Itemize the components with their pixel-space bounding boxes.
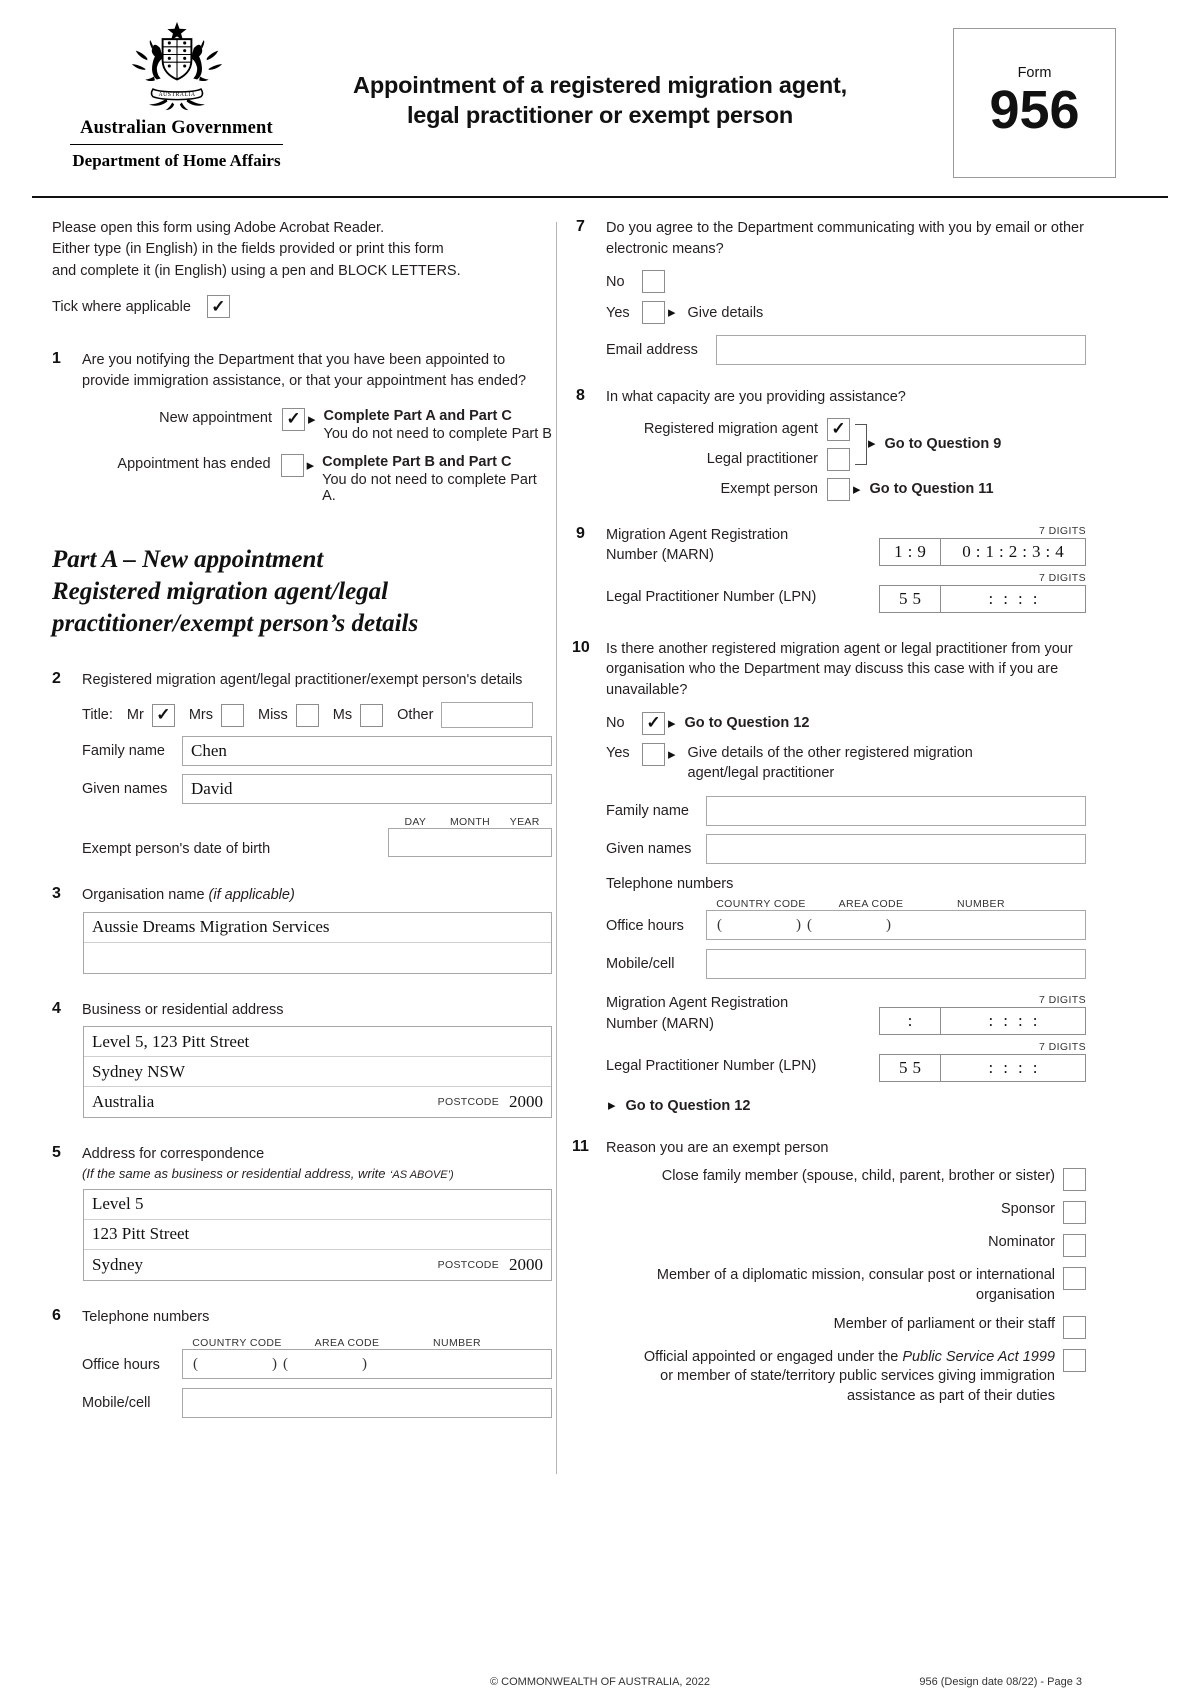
q10-lpn-caption: 7 DIGITS — [1039, 1040, 1086, 1053]
q2-title-miss-label: Miss — [257, 707, 288, 724]
q10-country-code-header: COUNTRY CODE — [716, 898, 806, 911]
question-2-text: Registered migration agent/legal practitioner/exempt person's details — [82, 671, 523, 688]
q2-title-mrs-checkbox[interactable] — [221, 704, 244, 727]
q10-family-name-row — [606, 796, 1086, 826]
question-4-text: Business or residential address — [82, 1001, 284, 1018]
q11-sponsor-checkbox[interactable] — [1063, 1201, 1086, 1224]
right-column — [572, 218, 1086, 1407]
q6-office-hours-label: Office hours — [82, 1357, 160, 1374]
question-1-text: Are you notifying the Department that you have been appointed to provide immigration assistance, or that your appointment has ended? — [82, 352, 527, 389]
q6-area-code-header: AREA CODE — [314, 1337, 380, 1350]
q1-new-appointment-note: You do not need to complete Part B — [323, 425, 552, 442]
q10-tel-headers — [706, 898, 1086, 910]
q11-parliament-checkbox[interactable] — [1063, 1316, 1086, 1339]
q6-mobile-input[interactable] — [182, 1388, 552, 1418]
page-title — [300, 70, 900, 130]
department-name: Department of Home Affairs — [72, 151, 281, 170]
question-1-number: 1 — [52, 350, 61, 368]
q8-brace-icon — [855, 424, 867, 465]
q10-marn-label-line2: Number (MARN) — [606, 1015, 714, 1032]
q10-mobile-row — [606, 949, 1086, 979]
q6-tel-headers — [182, 1337, 552, 1349]
question-10-text: Is there another registered migration agent or legal practitioner from your organisation who the Department may discuss this case with if you are unavailable? — [606, 640, 1073, 699]
q10-marn-digits-group — [880, 994, 1086, 1035]
q9-lpn-digits-group — [880, 572, 1086, 613]
q10-given-names-row — [606, 834, 1086, 864]
question-8-text: In what capacity are you providing assistance? — [606, 389, 906, 406]
q6-number-header: NUMBER — [433, 1337, 481, 1350]
q10-no-action: Go to Question 12 — [684, 715, 810, 732]
q5-address-line3: Sydney — [92, 1254, 143, 1274]
instructions-line2: Either type (in English) in the fields provided or print this form — [52, 241, 444, 258]
question-1 — [52, 350, 552, 503]
australian-coat-of-arms-icon — [123, 18, 231, 114]
q11-official-plain-2: or member of state/territory public services giving immigration — [660, 1368, 1055, 1385]
question-11-number: 11 — [572, 1137, 589, 1155]
digit-separator: : — [1018, 1010, 1023, 1030]
q10-marn-digits-box[interactable] — [940, 1007, 1086, 1035]
q10-marn-label-line1: Migration Agent Registration — [606, 995, 789, 1012]
digit-separator: : — [1032, 1057, 1038, 1077]
q11-sponsor-label: Sponsor — [1000, 1201, 1055, 1218]
q10-marn-prefix-box[interactable] — [879, 1007, 941, 1035]
q8-options — [606, 418, 1086, 501]
q11-nominator-checkbox[interactable] — [1063, 1234, 1086, 1257]
question-10 — [572, 638, 1086, 1115]
q9-marn-digit-4: 3 — [1031, 541, 1041, 561]
q10-office-paren-open-2: ( — [807, 916, 812, 933]
triangle-right-icon: ▸ — [668, 745, 676, 763]
triangle-right-icon: ▸ — [868, 435, 876, 453]
q10-marn-label — [606, 993, 880, 1034]
q10-yes-checkbox[interactable] — [642, 743, 665, 766]
question-11-text: Reason you are an exempt person — [606, 1139, 829, 1156]
digit-separator: : — [907, 541, 913, 561]
q7-yes-label: Yes — [606, 304, 630, 321]
digit-separator: : — [988, 1010, 994, 1030]
q10-office-hours-label: Office hours — [606, 918, 684, 935]
q9-marn-prefix-box[interactable] — [879, 538, 941, 566]
instructions-line1: Please open this form using Adobe Acrobat Reader. — [52, 220, 385, 236]
digit-separator: : — [1003, 1010, 1008, 1030]
q9-lpn-caption: 7 DIGITS — [1039, 571, 1086, 584]
q9-marn-digit-5: 4 — [1055, 541, 1064, 561]
question-3-text-row — [82, 885, 552, 906]
q2-given-names-row — [82, 774, 552, 804]
q10-goto-action: Go to Question 12 — [625, 1097, 751, 1114]
q4-address-fields — [83, 1026, 552, 1118]
footer-copyright: © COMMONWEALTH OF AUSTRALIA, 2022 — [490, 1676, 710, 1688]
digit-separator: : — [999, 541, 1004, 561]
q6-office-hours-input[interactable] — [182, 1349, 552, 1379]
triangle-right-icon: ▸ — [308, 410, 316, 428]
question-2-number: 2 — [52, 669, 61, 687]
question-3-number: 3 — [52, 885, 61, 903]
q7-email-input[interactable] — [716, 335, 1086, 365]
q7-yes-checkbox[interactable] — [642, 301, 665, 324]
q6-office-paren-open-1: ( — [193, 1355, 198, 1372]
q11-close-family-checkbox[interactable] — [1063, 1168, 1086, 1191]
digit-separator: : — [1003, 588, 1008, 608]
part-a-heading-line2: Registered migration agent/legal — [52, 577, 389, 605]
question-2 — [52, 670, 552, 858]
q10-office-hours-row — [606, 898, 1086, 940]
q1-appointment-ended-note: You do not need to complete Part A. — [322, 471, 537, 504]
digit-separator: : — [1022, 541, 1027, 561]
q11-option-official[interactable] — [606, 1348, 1086, 1407]
q9-marn-digit-3: 2 — [1008, 541, 1018, 561]
q9-marn-digits-group — [880, 525, 1086, 566]
svg-text:AUSTRALIA: AUSTRALIA — [158, 91, 195, 98]
q7-no-row[interactable] — [606, 270, 1086, 293]
q9-lpn-prefix-2: 5 — [912, 588, 921, 608]
q4-address-line2[interactable]: Sydney NSW — [84, 1057, 551, 1087]
q7-email-row — [606, 335, 1086, 365]
q5-address-fields — [83, 1189, 552, 1281]
q2-title-mr-label: Mr — [126, 707, 144, 724]
q2-given-names-label: Given names — [82, 781, 168, 798]
form-number-box — [953, 28, 1116, 178]
q10-yes-label: Yes — [606, 744, 630, 761]
q10-family-name-label: Family name — [606, 802, 689, 819]
question-7 — [576, 218, 1086, 365]
q2-dob-label: Exempt person's date of birth — [82, 841, 271, 858]
digit-separator: : — [988, 1057, 994, 1077]
q5-postcode-value: 2000 — [509, 1254, 543, 1274]
question-3-text-italic: (if applicable) — [208, 887, 295, 904]
q1-new-appointment-checkbox[interactable] — [282, 408, 305, 431]
q1-option-appointment-ended[interactable] — [82, 454, 552, 504]
q10-given-names-label: Given names — [606, 840, 692, 857]
q8-legal-checkbox[interactable] — [827, 448, 850, 471]
q11-option-close-family[interactable] — [606, 1167, 1086, 1191]
q6-mobile-row — [82, 1388, 552, 1418]
q10-lpn-prefix-box[interactable] — [879, 1054, 941, 1082]
page-header — [0, 0, 1200, 195]
q6-office-paren-open-2: ( — [283, 1355, 288, 1372]
q5-address-line1[interactable]: Level 5 — [84, 1190, 551, 1220]
q10-mobile-input[interactable] — [706, 949, 1086, 979]
q10-office-paren-close-1: ) — [796, 916, 801, 933]
instructions — [52, 218, 552, 282]
footer-form-info: 956 (Design date 08/22) - Page 3 — [919, 1676, 1082, 1688]
question-8 — [576, 387, 1086, 501]
question-6-text: Telephone numbers — [82, 1308, 210, 1325]
q9-marn-digit-2: 1 — [985, 541, 995, 561]
q9-marn-label-line2: Number (MARN) — [606, 547, 714, 564]
header-divider — [32, 196, 1168, 198]
q2-title-mr-checkbox[interactable] — [152, 704, 175, 727]
digit-separator: : — [1018, 588, 1023, 608]
q4-address-line1[interactable]: Level 5, 123 Pitt Street — [84, 1027, 551, 1057]
q7-yes-row[interactable] — [606, 301, 1086, 324]
q1-option-new-appointment[interactable] — [82, 408, 552, 442]
q4-postcode-value: 2000 — [509, 1092, 543, 1112]
q11-parliament-label: Member of parliament or their staff — [833, 1315, 1055, 1332]
q10-yes-row[interactable] — [606, 743, 1086, 784]
q10-lpn-digits-group — [880, 1041, 1086, 1082]
tick-sample-checkbox — [207, 295, 230, 318]
q2-title-ms-checkbox[interactable] — [360, 704, 383, 727]
q10-no-row[interactable] — [606, 712, 1086, 735]
q10-lpn-prefix-1: 5 — [899, 1057, 908, 1077]
q10-office-paren-close-2: ) — [886, 916, 891, 933]
triangle-right-icon: ▸ — [608, 1097, 616, 1115]
q11-official-plain-1: Official appointed or engaged under the — [643, 1348, 903, 1365]
digit-separator: : — [1045, 541, 1051, 561]
q8-agent-action: Go to Question 9 — [884, 435, 1002, 452]
q6-country-code-header: COUNTRY CODE — [192, 1337, 282, 1350]
question-5-note-text: (If the same as business or residential address, write — [82, 1165, 386, 1181]
q8-agent-label: Registered migration agent — [643, 421, 818, 438]
q2-title-other-label: Other — [397, 707, 434, 724]
q10-no-checkbox[interactable] — [642, 712, 665, 735]
q2-title-miss-checkbox[interactable] — [296, 704, 319, 727]
question-5-text: Address for correspondence — [82, 1146, 265, 1163]
q8-exempt-action: Go to Question 11 — [869, 481, 994, 498]
q10-number-header: NUMBER — [957, 898, 1005, 911]
question-9-number: 9 — [576, 524, 585, 542]
triangle-right-icon: ▸ — [853, 480, 861, 498]
q1-option-appointment-ended-label: Appointment has ended — [117, 455, 271, 472]
q11-diplomatic-checkbox[interactable] — [1063, 1267, 1086, 1290]
q11-official-checkbox[interactable] — [1063, 1349, 1086, 1372]
q7-email-label: Email address — [606, 342, 698, 359]
question-8-number: 8 — [576, 387, 585, 405]
q9-marn-label-line1: Migration Agent Registration — [606, 526, 789, 543]
q8-legal-label: Legal practitioner — [706, 451, 818, 468]
question-5-note-quoted: ‘AS ABOVE’) — [389, 1168, 454, 1181]
q2-dob-input[interactable] — [388, 828, 552, 857]
government-name: Australian Government — [80, 118, 273, 138]
q9-marn-digit-1: 0 — [962, 541, 971, 561]
tick-legend-label: Tick where applicable — [52, 298, 191, 315]
q10-marn-caption: 7 DIGITS — [1039, 993, 1086, 1006]
q2-dob-day-header: DAY — [404, 816, 427, 829]
part-a-heading — [52, 544, 552, 640]
q10-no-label: No — [606, 715, 625, 732]
question-6-number: 6 — [52, 1306, 61, 1324]
q11-diplomatic-label: Member of a diplomatic mission, consular post or international organisation — [656, 1267, 1055, 1303]
q11-option-sponsor[interactable] — [606, 1200, 1086, 1224]
part-a-heading-line3: practitioner/exempt person’s details — [52, 609, 419, 637]
triangle-right-icon: ▸ — [668, 304, 676, 322]
q8-agent-checkbox[interactable] — [827, 418, 850, 441]
q9-lpn-prefix-box[interactable] — [879, 585, 941, 613]
digit-separator: : — [1018, 1057, 1023, 1077]
q11-option-nominator[interactable] — [606, 1233, 1086, 1257]
q10-mobile-label: Mobile/cell — [606, 956, 675, 973]
q2-title-row — [82, 702, 552, 728]
q1-option-new-appointment-label: New appointment — [159, 409, 272, 426]
q2-title-mrs-label: Mrs — [188, 707, 213, 724]
q2-dob-month-header: MONTH — [450, 816, 490, 829]
q7-yes-action: Give details — [687, 304, 764, 321]
q7-no-label: No — [606, 273, 625, 290]
q10-lpn-digits-box[interactable] — [940, 1054, 1086, 1082]
digit-separator: : — [907, 1010, 913, 1030]
q5-address-line3-row[interactable] — [84, 1250, 551, 1280]
q10-goto-row — [608, 1098, 1086, 1114]
digit-separator: : — [1032, 588, 1038, 608]
q11-close-family-label: Close family member (spouse, child, parent, brother or sister) — [661, 1168, 1055, 1185]
q8-exempt-checkbox[interactable] — [827, 478, 850, 501]
question-6 — [52, 1307, 552, 1419]
q10-area-code-header: AREA CODE — [838, 898, 904, 911]
q1-appointment-ended-action: Complete Part B and Part C — [322, 453, 512, 470]
q10-telephone-label: Telephone numbers — [606, 875, 734, 892]
q6-office-paren-close-2: ) — [362, 1355, 367, 1372]
q9-marn-prefix-1: 1 — [894, 541, 903, 561]
q11-official-italic: Public Service Act 1999 — [902, 1348, 1055, 1365]
q8-exempt-label: Exempt person — [720, 481, 818, 498]
q9-marn-digits-box[interactable] — [940, 538, 1086, 566]
question-7-number: 7 — [576, 218, 585, 235]
q11-option-diplomatic[interactable] — [606, 1266, 1086, 1305]
part-a-heading-line1: Part A – New appointment — [52, 545, 324, 573]
q11-official-label — [607, 1348, 1055, 1407]
q7-no-checkbox[interactable] — [642, 270, 665, 293]
q11-official-plain-3: assistance as part of their duties — [847, 1387, 1055, 1404]
q2-family-name-label: Family name — [82, 743, 165, 760]
q3-organisation-line1[interactable]: Aussie Dreams Migration Services — [84, 913, 551, 943]
q10-lpn-prefix-2: 5 — [912, 1057, 921, 1077]
q2-title-label: Title: — [82, 707, 113, 724]
q4-address-line3-row[interactable] — [84, 1087, 551, 1117]
q9-marn-prefix-2: 9 — [917, 541, 926, 561]
question-5 — [52, 1144, 552, 1281]
form-number: 956 — [989, 80, 1080, 140]
q2-family-name-row — [82, 736, 552, 766]
q1-appointment-ended-checkbox[interactable] — [281, 454, 304, 477]
q4-postcode-label: POSTCODE — [437, 1096, 499, 1109]
q9-marn-caption: 7 DIGITS — [1039, 524, 1086, 537]
digit-separator: : — [988, 588, 994, 608]
q3-organisation-line2[interactable] — [84, 943, 551, 973]
q2-given-names-input[interactable]: David — [182, 774, 552, 804]
instructions-line3: and complete it (in English) using a pen and BLOCK LETTERS. — [52, 262, 461, 279]
tick-legend — [52, 295, 552, 318]
q2-dob-headers — [388, 816, 552, 828]
page-title-line1: Appointment of a registered migration agent, — [353, 72, 847, 98]
q11-nominator-label: Nominator — [988, 1234, 1055, 1251]
question-4 — [52, 1000, 552, 1119]
digit-separator: : — [1003, 1057, 1008, 1077]
question-4-number: 4 — [52, 999, 61, 1017]
triangle-right-icon: ▸ — [306, 456, 315, 474]
q10-yes-action: Give details of the other registered migration agent/legal practitioner — [687, 744, 973, 782]
q4-address-line3: Australia — [92, 1092, 155, 1112]
q2-family-name-input[interactable]: Chen — [182, 736, 552, 766]
q11-option-parliament[interactable] — [606, 1315, 1086, 1339]
q5-address-line2[interactable]: 123 Pitt Street — [84, 1220, 551, 1250]
column-divider — [556, 222, 557, 1474]
question-9 — [576, 525, 1086, 613]
q10-family-name-input[interactable] — [706, 796, 1086, 826]
question-5-note — [82, 1165, 552, 1183]
q6-mobile-label: Mobile/cell — [82, 1395, 151, 1412]
q6-office-paren-close-1: ) — [272, 1355, 277, 1372]
q2-title-other-input[interactable] — [441, 702, 533, 728]
digit-separator: : — [1032, 1010, 1038, 1030]
government-branding — [64, 18, 289, 171]
triangle-right-icon: ▸ — [668, 714, 676, 732]
q10-office-hours-input[interactable] — [706, 910, 1086, 940]
q10-lpn-label: Legal Practitioner Number (LPN) — [606, 1057, 817, 1074]
question-3 — [52, 885, 552, 974]
page-title-line2: legal practitioner or exempt person — [406, 102, 794, 129]
q10-given-names-input[interactable] — [706, 834, 1086, 864]
q6-office-hours-row — [82, 1337, 552, 1379]
q9-lpn-label: Legal Practitioner Number (LPN) — [606, 589, 817, 606]
digit-separator: : — [975, 541, 981, 561]
form-label: Form — [1017, 65, 1052, 81]
q3-organisation-fields — [83, 912, 552, 974]
q9-lpn-prefix-1: 5 — [899, 588, 908, 608]
question-3-text: Organisation name — [82, 887, 205, 904]
question-10-number: 10 — [572, 638, 590, 656]
q2-dob-year-header: YEAR — [509, 816, 540, 829]
question-5-number: 5 — [52, 1144, 61, 1162]
question-7-text: Do you agree to the Department communicating with you by email or other electronic means? — [606, 220, 1084, 257]
q2-title-ms-label: Ms — [332, 707, 353, 724]
left-column — [52, 218, 552, 1418]
branding-divider — [70, 144, 283, 145]
q2-dob-row — [82, 816, 552, 857]
q10-office-paren-open-1: ( — [717, 916, 722, 933]
question-11 — [572, 1137, 1086, 1407]
q5-postcode-label: POSTCODE — [437, 1258, 499, 1271]
q1-new-appointment-action: Complete Part A and Part C — [323, 407, 512, 424]
q9-lpn-digits-box[interactable] — [940, 585, 1086, 613]
q9-marn-label — [606, 525, 880, 566]
